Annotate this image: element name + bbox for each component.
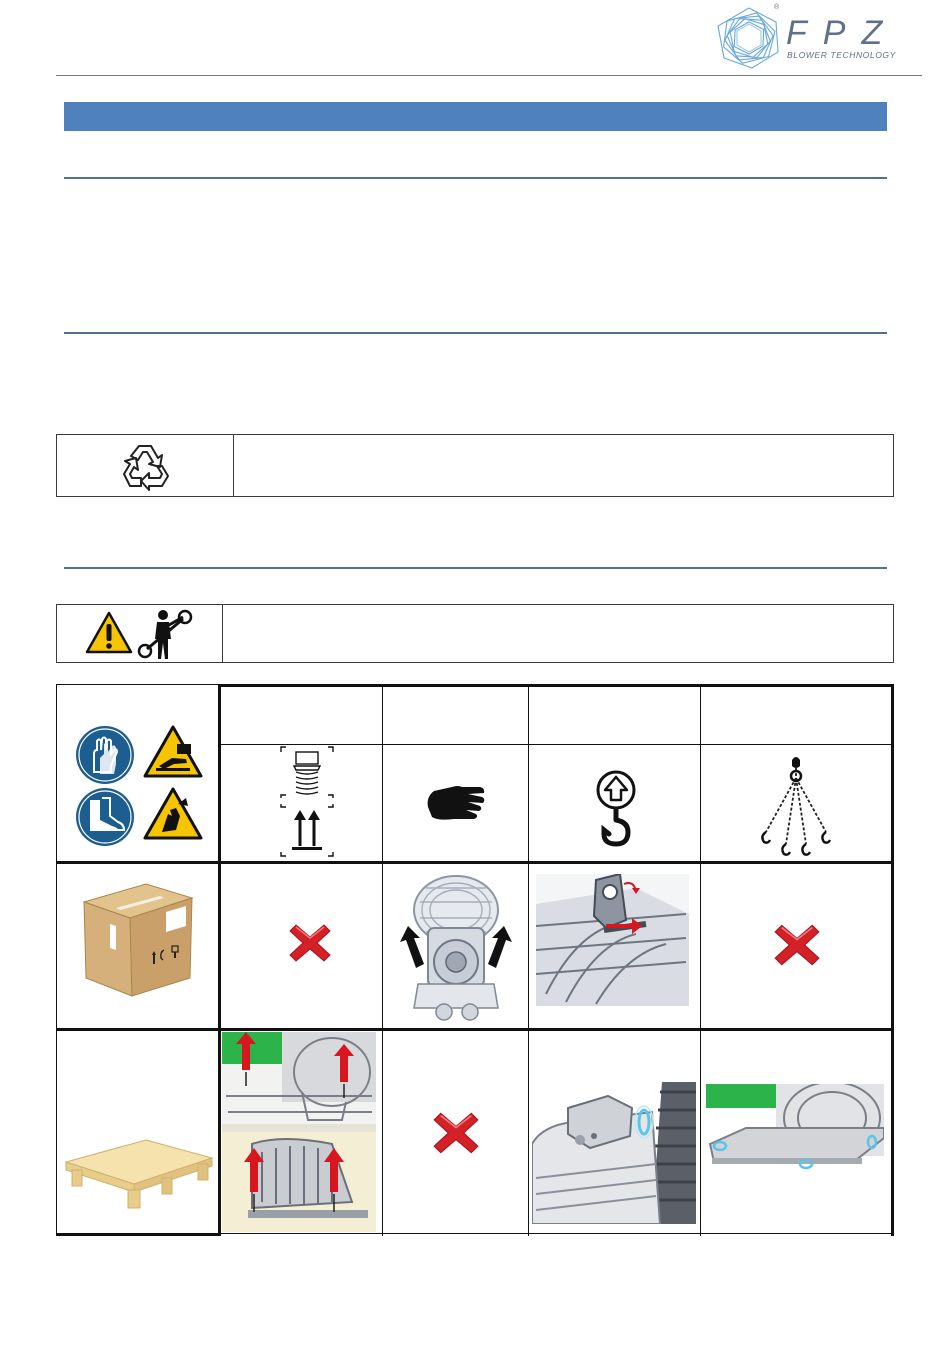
chain-sling-icon [756, 754, 836, 858]
method-header [530, 692, 698, 742]
cutting-hazard-icon [142, 786, 204, 842]
forklift-lifting-icon [278, 746, 336, 858]
hand-lifting-icon [424, 779, 488, 827]
not-allowed-cross [773, 921, 821, 969]
forklift-points-illustration [222, 1032, 376, 1232]
table-border [220, 1233, 894, 1234]
method-header [384, 692, 526, 742]
handling-table [56, 684, 894, 1236]
hand-lift-blower-illustration [386, 868, 526, 1026]
not-allowed-cross [288, 921, 332, 965]
row-divider [56, 1028, 894, 1031]
maintenance-notice-box [56, 604, 894, 663]
motor-eyebolt-illustration [532, 1082, 696, 1224]
column-divider [382, 684, 383, 1236]
cardboard-box-icon [80, 868, 196, 998]
row-divider [220, 744, 894, 745]
gloves-mandatory-icon [74, 724, 136, 786]
crane-hook-icon [594, 768, 638, 848]
logo-tagline: BLOWER TECHNOLOGY [787, 50, 896, 60]
hand-crush-warning-icon [142, 724, 204, 780]
column-divider [218, 684, 221, 1236]
registered-mark: ® [774, 4, 780, 11]
table-border [56, 1233, 221, 1236]
section-heading-bar [64, 102, 887, 131]
eyebolt-mount-illustration [536, 874, 689, 1006]
subsection-rule [64, 567, 887, 569]
subsection-rule [64, 332, 887, 334]
warning-triangle-icon [85, 611, 133, 655]
column-divider [700, 684, 701, 1236]
method-header [702, 692, 888, 742]
table-border [891, 684, 894, 1236]
cell-divider [233, 435, 234, 496]
base-chain-points-illustration [706, 1084, 884, 1178]
column-divider [528, 684, 529, 1236]
method-header [222, 692, 380, 742]
maintenance-technician-icon [137, 609, 195, 661]
table-border [220, 684, 894, 687]
table-border [56, 684, 57, 1236]
logo-letters: FPZ [786, 14, 899, 52]
not-allowed-cross [432, 1109, 480, 1157]
recycling-icon [117, 439, 173, 493]
safety-boots-mandatory-icon [74, 786, 136, 848]
row-divider [56, 861, 894, 864]
subsection-rule [64, 177, 887, 179]
header-rule [56, 75, 922, 76]
logo-emblem-icon [712, 4, 786, 72]
recycling-notice-box [56, 434, 894, 497]
wooden-pallet-icon [64, 1136, 214, 1214]
cell-divider [222, 605, 223, 662]
